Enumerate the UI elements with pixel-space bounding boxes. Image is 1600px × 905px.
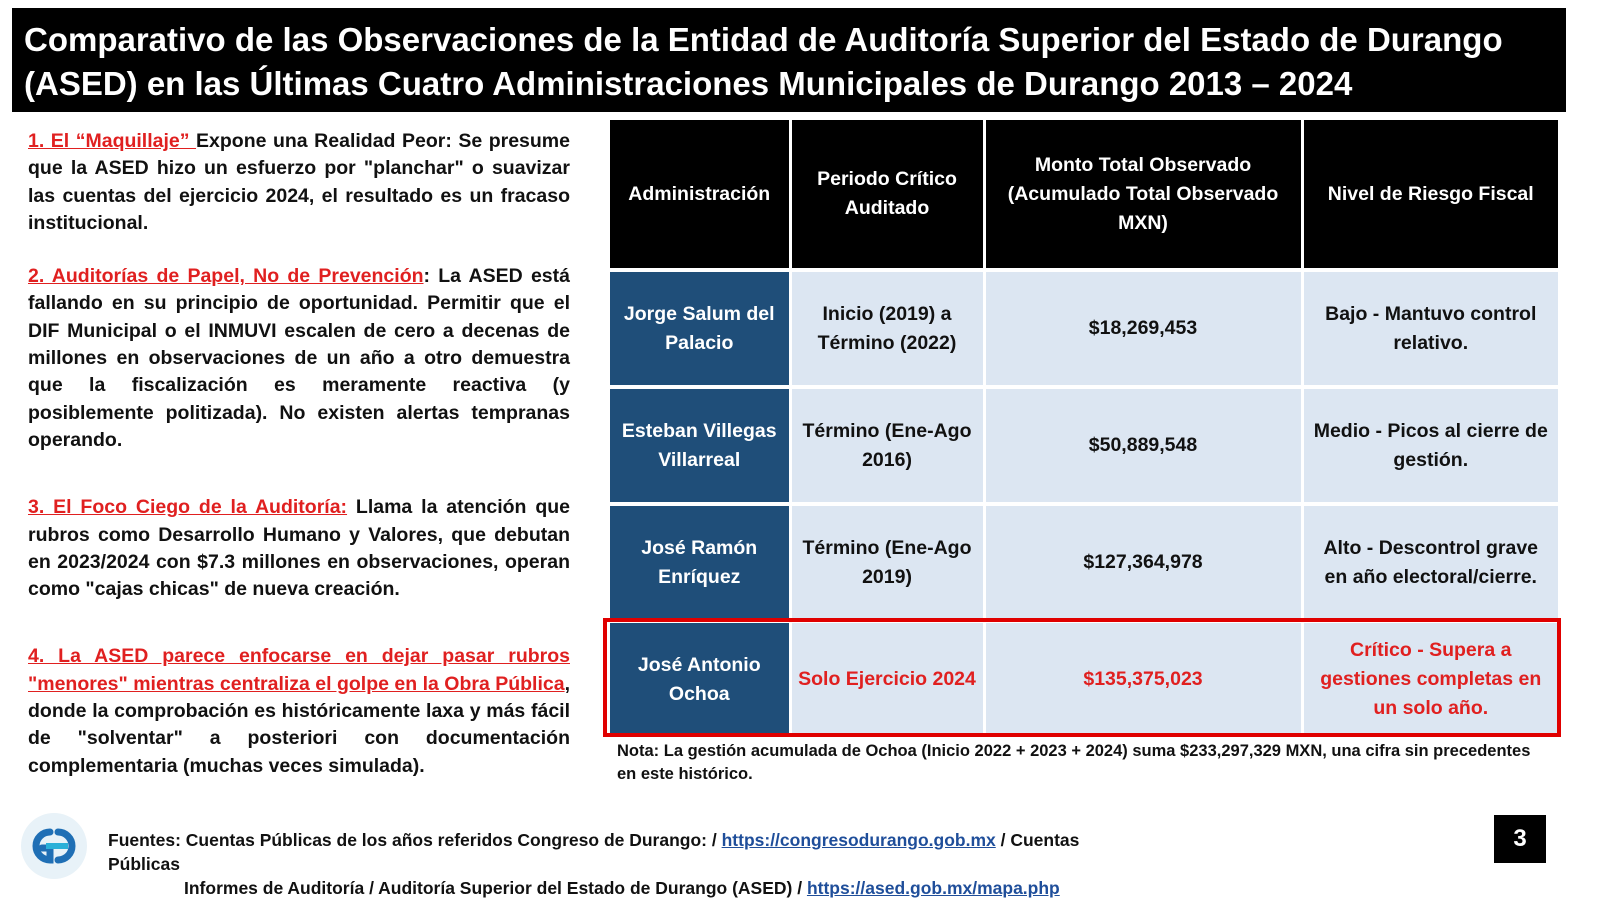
finding-4 bbox=[28, 643, 570, 779]
cell-admin: José Ramón Enríquez bbox=[610, 504, 790, 621]
table-header-row bbox=[610, 120, 1558, 270]
congreso-link[interactable]: https://congresodurango.gob.mx bbox=[721, 830, 996, 850]
finding-body: Expone una Realidad Peor: Se presume que la ASED hizo un esfuerzo por "planchar" o suavizar las cuentas del ejercicio 2024, el resultado es un fracaso institucional. bbox=[28, 130, 570, 234]
title-line-2: (ASED) en las Últimas Cuatro Administraciones Municipales de Durango 2013 – 2024 bbox=[24, 65, 1353, 102]
finding-body: Llama la atención que rubros como Desarrollo Humano y Valores, que debutan en 2023/2024 con $7.3 millones en observaciones, operan como "cajas chicas" de nueva creación. bbox=[28, 496, 571, 601]
findings-list bbox=[28, 128, 570, 798]
finding-3 bbox=[28, 494, 570, 603]
cell-amount: $127,364,978 bbox=[984, 504, 1302, 621]
sources-line-1 bbox=[108, 828, 1148, 876]
finding-heading: 2. Auditorías de Papel, No de Prevención bbox=[28, 265, 424, 288]
finding-1 bbox=[28, 128, 570, 237]
sources-line-2 bbox=[108, 876, 1148, 900]
cell-risk: Medio - Picos al cierre de gestión. bbox=[1302, 387, 1558, 504]
sources-text: / Cuentas Públicas bbox=[108, 830, 1080, 874]
finding-heading: 4. La ASED parece enfocarse en dejar pasar rubros "menores" mientras centraliza el golpe en la Obra Pública bbox=[28, 645, 570, 695]
cell-admin: José Antonio Ochoa bbox=[610, 621, 790, 738]
cell-period: Término (Ene-Ago 2019) bbox=[790, 504, 984, 621]
finding-body: : La ASED está fallando en su principio de oportunidad. Permitir que el DIF Municipal o el INMUVI escalen de cero a decenas de millones en observaciones de un año a otro demuestra que la fiscalización es meramente reactiva (y posiblemente politizada). No existen alertas tempranas operando. bbox=[28, 265, 570, 451]
sources-text: Informes de Auditoría / Auditoría Superior del Estado de Durango (ASED) / bbox=[184, 878, 807, 898]
cell-period: Término (Ene-Ago 2016) bbox=[790, 387, 984, 504]
table-row-critical bbox=[610, 621, 1558, 738]
title-line-1: Comparativo de las Observaciones de la Entidad de Auditoría Superior del Estado de Durango bbox=[24, 21, 1503, 58]
cell-risk: Bajo - Mantuvo control relativo. bbox=[1302, 270, 1558, 387]
finding-body: , donde la comprobación es históricamente laxa y más fácil de "solventar" a posteriori con documentación complementaria (muchas veces simulada). bbox=[28, 672, 570, 777]
sources-text: Fuentes: Cuentas Públicas de los años referidos Congreso de Durango: / bbox=[108, 830, 722, 850]
cell-risk: Alto - Descontrol grave en año electoral/cierre. bbox=[1302, 504, 1558, 621]
table-row bbox=[610, 387, 1558, 504]
table-row bbox=[610, 270, 1558, 387]
header-riesgo: Nivel de Riesgo Fiscal bbox=[1302, 120, 1558, 270]
cell-period: Inicio (2019) a Término (2022) bbox=[790, 270, 984, 387]
table-note: Nota: La gestión acumulada de Ochoa (Inicio 2022 + 2023 + 2024) suma $233,297,329 MXN, una cifra sin precedentes en este histórico. bbox=[617, 742, 1531, 783]
cell-period: Solo Ejercicio 2024 bbox=[790, 621, 984, 738]
finding-heading: 3. El Foco Ciego de la Auditoría: bbox=[28, 496, 348, 519]
cell-admin: Jorge Salum del Palacio bbox=[610, 270, 790, 387]
cell-amount: $135,375,023 bbox=[984, 621, 1302, 738]
gd-logo-icon bbox=[16, 812, 92, 880]
cell-amount: $50,889,548 bbox=[984, 387, 1302, 504]
page-number: 3 bbox=[1494, 815, 1546, 863]
header-monto: Monto Total Observado (Acumulado Total Observado MXN) bbox=[984, 120, 1302, 270]
table-row bbox=[610, 504, 1558, 621]
header-administracion: Administración bbox=[610, 120, 790, 270]
cell-risk: Crítico - Supera a gestiones completas en un solo año. bbox=[1302, 621, 1558, 738]
ased-link[interactable]: https://ased.gob.mx/mapa.php bbox=[806, 878, 1060, 898]
cell-amount: $18,269,453 bbox=[984, 270, 1302, 387]
cell-admin: Esteban Villegas Villarreal bbox=[610, 387, 790, 504]
header-periodo: Periodo Crítico Auditado bbox=[790, 120, 984, 270]
page-title bbox=[12, 8, 1566, 112]
finding-2 bbox=[28, 263, 570, 454]
sources bbox=[108, 828, 1148, 900]
comparison-table bbox=[610, 120, 1558, 740]
finding-heading: 1. El “Maquillaje” bbox=[28, 130, 197, 152]
